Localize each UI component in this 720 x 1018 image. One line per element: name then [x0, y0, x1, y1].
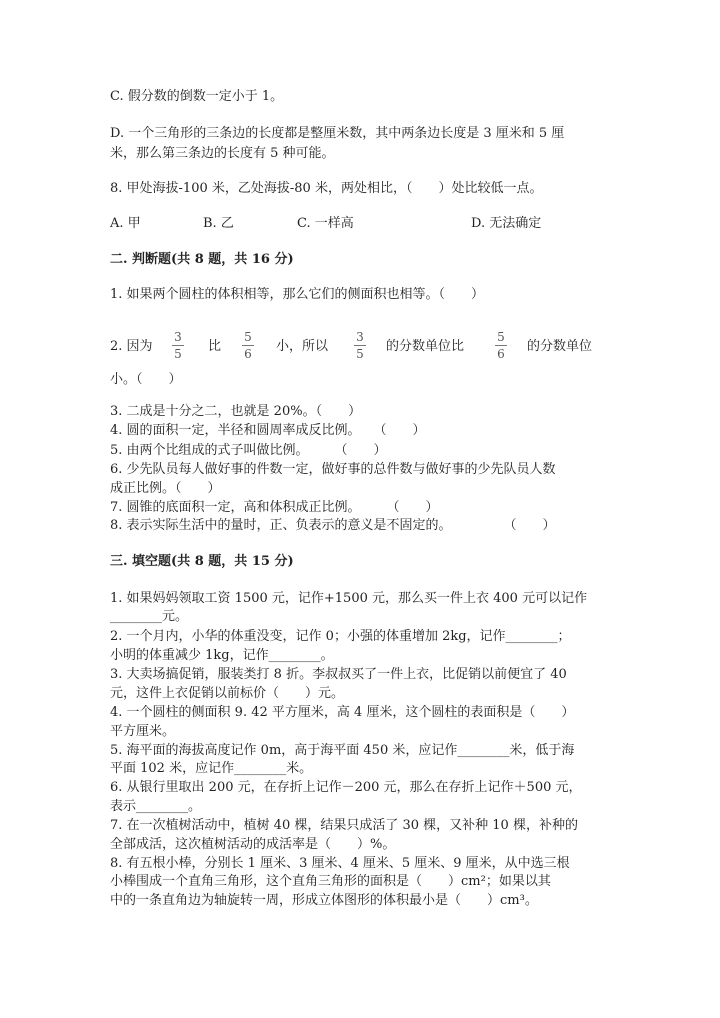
fill-q5-line2: 平面 102 米，应记作________米。	[110, 761, 313, 776]
section-3-heading: 三. 填空题(共 8 题，共 15 分)	[110, 554, 294, 569]
fill-q5-line1: 5. 海平面的海拔高度记作 0m，高于海平面 450 米，应记作________米，低于海	[110, 743, 575, 758]
fill-q8-line1: 8. 有五根小棒，分别长 1 厘米、3 厘米、4 厘米、5 厘米、9 厘米，从中选三根	[110, 856, 570, 871]
judge-q6-line1: 6. 少先队员每人做好事的件数一定，做好事的总件数与做好事的少先队员人数	[110, 462, 556, 477]
fraction-numerator: 3	[356, 330, 364, 344]
q8-option-d: D. 无法确定	[471, 216, 542, 231]
judge-q2-line2: 小。（ ）	[110, 372, 182, 387]
fraction-numerator: 5	[244, 330, 252, 344]
section-2-heading: 二. 判断题(共 8 题，共 16 分)	[110, 252, 294, 267]
judge-q4: 4. 圆的面积一定，半径和圆周率成反比例。 （ ）	[110, 423, 426, 438]
question-8-altitude: 8. 甲处海拔-100 米，乙处海拔-80 米，两处相比，（ ）处比较低一点。	[110, 181, 543, 196]
q8-option-a: A. 甲	[110, 216, 141, 231]
judge-q2-part3: 小，所以	[276, 339, 329, 354]
fraction-numerator: 5	[497, 330, 505, 344]
fraction-denominator: 5	[174, 347, 182, 361]
judge-q7: 7. 圆锥的底面积一定，高和体积成正比例。 （ ）	[110, 500, 439, 515]
fraction-5-6	[241, 330, 255, 361]
fraction-denominator: 5	[356, 347, 364, 361]
option-d-line1: D. 一个三角形的三条边的长度都是整厘米数，其中两条边长度是 3 厘米和 5 厘	[110, 126, 565, 141]
fraction-denominator: 6	[497, 347, 505, 361]
fill-q6-line1: 6. 从银行里取出 200 元，在存折上记作－200 元，那么在存折上记作＋500 元，	[110, 780, 582, 795]
judge-q2-part5: 的分数单位	[527, 339, 593, 354]
fill-q2-line1: 2. 一个月内，小华的体重没变，记作 0；小强的体重增加 2kg，记作________；	[110, 629, 571, 644]
judge-q2-part2: 比	[208, 339, 222, 354]
judge-q1: 1. 如果两个圆柱的体积相等，那么它们的侧面积也相等。（ ）	[110, 287, 485, 302]
judge-q5: 5. 由两个比组成的式子叫做比例。 （ ）	[110, 443, 387, 458]
judge-q3: 3. 二成是十分之二，也就是 20%。（ ）	[110, 404, 362, 419]
judge-q6-line2: 成正比例。（ ）	[110, 481, 221, 496]
judge-q2-part4: 的分数单位比	[386, 339, 465, 354]
fraction-5-6	[494, 330, 508, 361]
judge-q2-part1: 2. 因为	[110, 339, 153, 354]
fill-q7-line1: 7. 在一次植树活动中，植树 40 棵，结果只成活了 30 棵，又补种 10 棵，补种的	[110, 818, 578, 833]
fill-q4-line1: 4. 一个圆柱的侧面积 9. 42 平方厘米，高 4 厘米，这个圆柱的表面积是（ ）	[110, 705, 575, 720]
fill-q8-line3: 中的一条直角边为轴旋转一周，形成立体图形的体积最小是（ ）cm³。	[110, 893, 538, 908]
fill-q1-line2: ________元。	[110, 609, 189, 624]
fill-q6-line2: 表示________。	[110, 799, 202, 814]
judge-q8: 8. 表示实际生活中的量时，正、负表示的意义是不固定的。 （ ）	[110, 518, 556, 533]
option-c: C. 假分数的倒数一定小于 1。	[110, 89, 284, 104]
q8-option-c: C. 一样高	[297, 216, 354, 231]
option-d-line2: 米，那么第三条边的长度有 5 种可能。	[110, 146, 335, 161]
fill-q3-line2: 元，这件上衣促销以前标价（ ）元。	[110, 686, 345, 701]
fraction-numerator: 3	[174, 330, 182, 344]
q8-option-b: B. 乙	[203, 216, 234, 231]
fraction-3-5	[171, 330, 185, 361]
fill-q8-line2: 小棒围成一个直角三角形，这个直角三角形的面积是（ ）cm²；如果以其	[110, 874, 551, 889]
fill-q1-line1: 1. 如果妈妈领取工资 1500 元，记作+1500 元，那么买一件上衣 400 元可以记作	[110, 591, 588, 606]
fill-q3-line1: 3. 大卖场搞促销，服装类打 8 折。李叔叔买了一件上衣，比促销以前便宜了 40	[110, 667, 567, 682]
fill-q2-line2: 小明的体重减少 1kg，记作________。	[110, 648, 334, 663]
fill-q4-line2: 平方厘米。	[110, 724, 176, 739]
fraction-3-5	[353, 330, 367, 361]
fill-q7-line2: 全部成活，这次植树活动的成活率是（ ）%。	[110, 837, 396, 852]
fraction-denominator: 6	[244, 347, 252, 361]
